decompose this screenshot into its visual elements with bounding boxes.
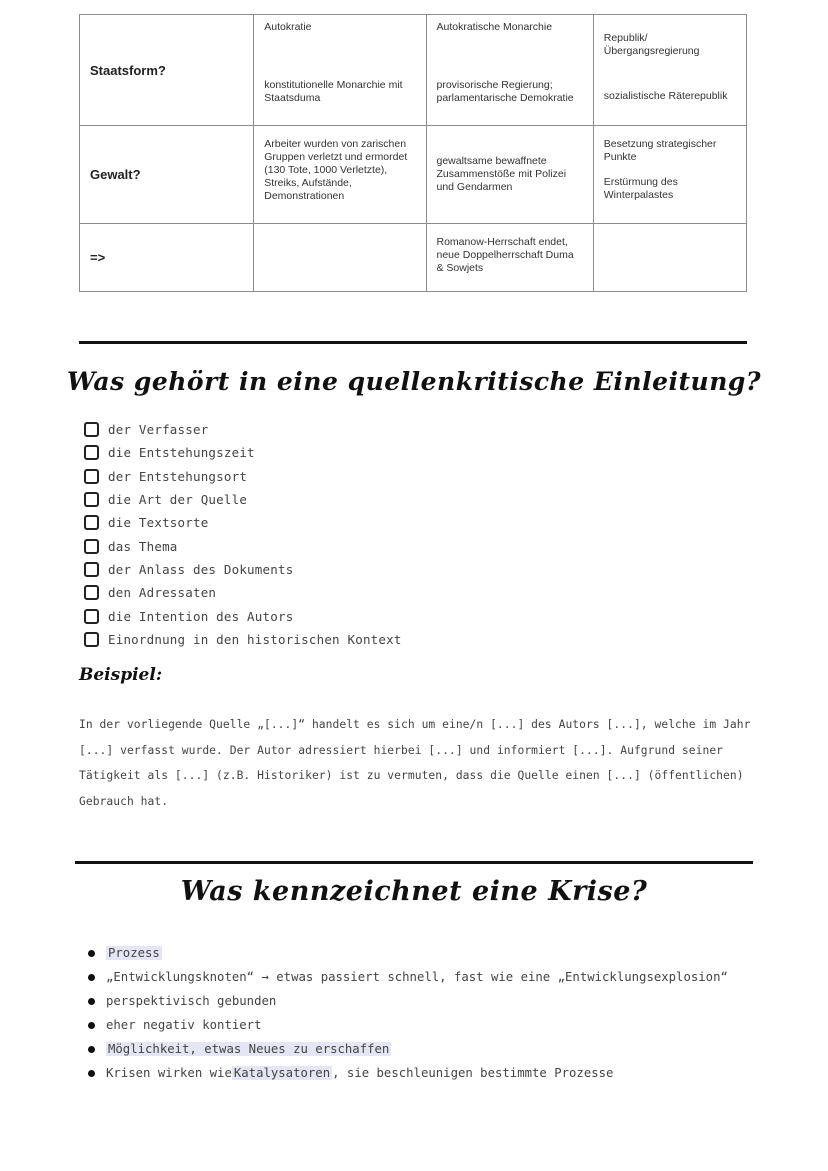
checklist-item[interactable] xyxy=(84,465,402,488)
cell-top-text: Republik/Übergangsregierung xyxy=(603,32,700,57)
row-header-cell xyxy=(80,224,254,292)
checklist-label: die Textsorte xyxy=(108,515,209,531)
highlighted-text: Möglichkeit, etwas Neues zu erschaffen xyxy=(108,1042,390,1056)
checklist-item[interactable] xyxy=(84,534,402,557)
table-cell xyxy=(254,15,426,126)
checkbox-icon[interactable] xyxy=(84,539,99,554)
checkbox-icon[interactable] xyxy=(84,609,99,624)
bullet-text-pre: eher negativ kontiert xyxy=(106,1018,262,1032)
list-item xyxy=(88,965,728,989)
table-cell xyxy=(426,224,593,292)
cell-top-text: Autokratie xyxy=(264,21,312,33)
cell-bottom-text: sozialistische Räterepublik xyxy=(603,90,728,102)
checklist-label: die Intention des Autors xyxy=(108,608,294,624)
cell-text: Romanow-Herrschaft endet, neue Doppelherrschaft Duma & Sowjets xyxy=(436,236,574,274)
checklist-label: die Art der Quelle xyxy=(108,492,248,508)
cell-bottom-text: konstitutionelle Monarchie mit Staatsduma xyxy=(264,79,403,104)
list-item xyxy=(88,1061,728,1085)
table-cell xyxy=(426,15,593,126)
checkbox-icon[interactable] xyxy=(84,585,99,600)
checklist-label: den Adressaten xyxy=(108,585,217,601)
checklist-label: der Entstehungsort xyxy=(108,468,248,484)
checklist-item[interactable] xyxy=(84,581,402,604)
checklist-item[interactable] xyxy=(84,511,402,534)
table-cell xyxy=(593,15,746,126)
bullet-text-pre: „Entwicklungsknoten“ → etwas passiert schnell, fast wie eine „Entwicklungsexplosion“ xyxy=(106,970,728,984)
cell-text xyxy=(594,224,746,230)
bullet-icon xyxy=(88,1070,95,1077)
checkbox-icon[interactable] xyxy=(84,632,99,647)
cell-text: gewaltsame bewaffnete Zusammenstöße mit Polizei und Gendarmen xyxy=(436,155,567,193)
bullet-text-pre: perspektivisch gebunden xyxy=(106,994,277,1008)
checklist-label: die Entstehungszeit xyxy=(108,445,255,461)
row-header-cell xyxy=(80,15,254,126)
row-label: Gewalt? xyxy=(90,167,141,182)
list-item xyxy=(88,1013,728,1037)
table-cell xyxy=(254,126,426,224)
checklist-label: das Thema xyxy=(108,538,178,554)
bullet-icon xyxy=(88,1046,95,1053)
table-row xyxy=(80,126,747,224)
checklist-item[interactable] xyxy=(84,558,402,581)
bullet-icon xyxy=(88,1022,95,1029)
section-title: Was gehört in eine quellenkritische Einleitung? xyxy=(66,367,762,396)
list-item xyxy=(88,1037,728,1061)
cell-text: Erstürmung des Winterpalastes xyxy=(603,176,678,201)
checkbox-icon[interactable] xyxy=(84,469,99,484)
table-cell xyxy=(254,224,426,292)
checklist-item[interactable] xyxy=(84,604,402,627)
checklist-label: der Anlass des Dokuments xyxy=(108,561,294,577)
checklist xyxy=(84,418,402,651)
checkbox-icon[interactable] xyxy=(84,515,99,530)
section-divider xyxy=(75,861,753,864)
list-item xyxy=(88,989,728,1013)
cell-text: Arbeiter wurden von zarischen Gruppen verletzt und ermordet (130 Tote, 1000 Verletzte), Streiks, Aufstände, Demonstrationen xyxy=(264,138,408,202)
checkbox-icon[interactable] xyxy=(84,422,99,437)
bullet-text-pre: Krisen wirken wie xyxy=(106,1066,232,1080)
bullet-icon xyxy=(88,950,95,957)
table-cell xyxy=(426,126,593,224)
checklist-item[interactable] xyxy=(84,441,402,464)
bullet-icon xyxy=(88,998,95,1005)
checklist-label: der Verfasser xyxy=(108,422,209,438)
highlighted-text: Katalysatoren xyxy=(233,1066,331,1080)
cell-text xyxy=(254,224,425,230)
table-cell xyxy=(593,224,746,292)
checkbox-icon[interactable] xyxy=(84,492,99,507)
section-title: Was kennzeichnet eine Krise? xyxy=(180,876,648,907)
table-cell xyxy=(593,126,746,224)
table-row xyxy=(80,224,747,292)
checkbox-icon[interactable] xyxy=(84,445,99,460)
row-header-cell xyxy=(80,126,254,224)
bullet-list xyxy=(88,941,728,1085)
example-paragraph: In der vorliegende Quelle „[...]“ handelt es sich um eine/n [...] des Autors [...], welche im Jahr [...] verfasst wurde. Der Autor adressiert hierbei [...] und informiert [...]. Aufgrund seiner Tätigkeit als [...] (z.B. Historiker) ist zu vermuten, dass die Quelle einen [...] (öffentlichen) Gebrauch hat. xyxy=(79,718,751,808)
section-divider xyxy=(79,341,747,344)
cell-bottom-text: provisorische Regierung; parlamentarische Demokratie xyxy=(436,79,574,104)
bullet-text-post: , sie beschleunigen bestimmte Prozesse xyxy=(332,1066,614,1080)
table-row xyxy=(80,15,747,126)
cell-top-text: Autokratische Monarchie xyxy=(436,21,553,33)
checklist-item[interactable] xyxy=(84,488,402,511)
comparison-table xyxy=(79,14,747,292)
list-item xyxy=(88,941,728,965)
checkbox-icon[interactable] xyxy=(84,562,99,577)
row-label: => xyxy=(90,250,106,265)
row-label: Staatsform? xyxy=(90,62,166,78)
checklist-label: Einordnung in den historischen Kontext xyxy=(108,631,402,647)
bullet-icon xyxy=(88,974,95,981)
highlighted-text: Prozess xyxy=(108,946,160,960)
checklist-item[interactable] xyxy=(84,418,402,441)
example-heading: Beispiel: xyxy=(79,665,163,685)
cell-text: Besetzung strategischer Punkte xyxy=(603,138,717,163)
checklist-item[interactable] xyxy=(84,628,402,651)
